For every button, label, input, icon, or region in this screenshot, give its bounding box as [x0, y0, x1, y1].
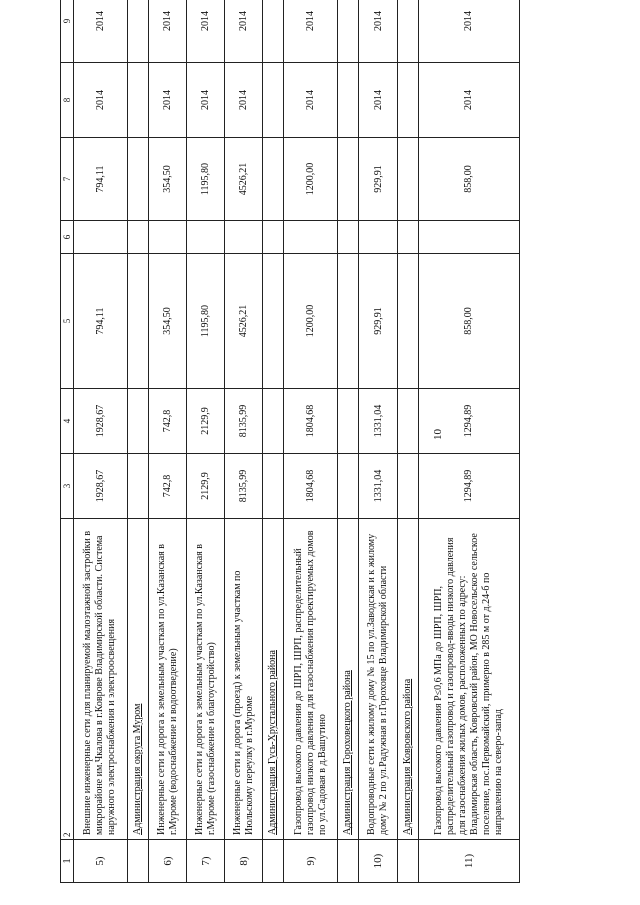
- row-value-c5: 1200,00: [284, 254, 338, 389]
- section-title-cell: [127, 519, 148, 840]
- row-value-c6: [187, 221, 225, 254]
- row-number: 8): [225, 840, 263, 883]
- row-value-c6: [74, 221, 128, 254]
- row-value-c8: 2014: [148, 63, 186, 138]
- row-number: 11): [418, 840, 519, 883]
- row-description: Инженерные сети и дорога (проезд) к земельным участкам по Июльскому переулку в г.Муроме: [225, 519, 263, 840]
- section-num-cell: [127, 840, 148, 883]
- section-empty-cell: [397, 221, 418, 254]
- row-description: Внешние инженерные сети для планируемой малоэтажной застройки в микрорайоне им.Чкалова в г.Коврове Владимирской области. Система наружного электроснабжения и электроосвещения: [74, 519, 128, 840]
- row-value-c8: 2014: [359, 63, 397, 138]
- section-empty-cell: [397, 138, 418, 221]
- table-row: [284, 0, 338, 883]
- row-value-c9: 2014: [187, 0, 225, 63]
- row-value-c4: 1804,68: [284, 389, 338, 454]
- section-empty-cell: [263, 221, 284, 254]
- row-value-c8: 2014: [284, 63, 338, 138]
- row-value-c7: 794,11: [74, 138, 128, 221]
- section-title: Администрация Ковровского района: [401, 678, 413, 835]
- section-empty-cell: [397, 254, 418, 389]
- row-description: Инженерные сети и дорога к земельным участкам по ул.Казанская в г.Муроме (водоснабжение и водоотведение): [148, 519, 186, 840]
- row-number: 6): [148, 840, 186, 883]
- table-row: [418, 0, 519, 883]
- row-value-c9: 2014: [284, 0, 338, 63]
- row-description: Инженерные сети и дорога к земельным участкам по ул.Казанская в г.Муроме (газоснабжение и благоустройство): [187, 519, 225, 840]
- section-empty-cell: [397, 0, 418, 63]
- data-table: [60, 0, 520, 883]
- section-header-row: [127, 0, 148, 883]
- section-header-row: [338, 0, 359, 883]
- row-value-c3: 1928,67: [74, 454, 128, 519]
- page-number: 10: [432, 429, 444, 440]
- row-description: Газопровод высокого давления до ШРП, ШРП, распределительный газопровод низкого давления для газоснабжения проектируемых домов по ул.Садовая в д.Вашутино: [284, 519, 338, 840]
- row-description: Газопровод высокого давления P≤0,6 МПа до ШРП, ШРП, распределительный газопровод и газопровод-вводы низкого давления для газоснабжения жилых домов, расположенных по адресу: Владимирская область, Ковровский район, МО Новосельское сельское поселение, пос.Первомайский, примерно в 285 м от д.24-б по направлению на северо-запад: [418, 519, 519, 840]
- section-empty-cell: [338, 254, 359, 389]
- row-value-c9: 2014: [74, 0, 128, 63]
- section-empty-cell: [263, 389, 284, 454]
- section-title: Администрация Гусь-Хрустального района: [267, 650, 279, 835]
- col-header-2: 2: [61, 519, 74, 840]
- section-empty-cell: [397, 389, 418, 454]
- row-value-c4: 1294,89: [418, 389, 519, 454]
- section-empty-cell: [127, 138, 148, 221]
- section-empty-cell: [338, 63, 359, 138]
- section-empty-cell: [338, 221, 359, 254]
- row-value-c7: 354,50: [148, 138, 186, 221]
- row-number: 5): [74, 840, 128, 883]
- row-value-c4: 8135,99: [225, 389, 263, 454]
- section-empty-cell: [263, 454, 284, 519]
- row-value-c4: 2129,9: [187, 389, 225, 454]
- table-row: [74, 0, 128, 883]
- table-row: [187, 0, 225, 883]
- section-empty-cell: [127, 454, 148, 519]
- section-empty-cell: [397, 454, 418, 519]
- section-empty-cell: [127, 389, 148, 454]
- section-num-cell: [397, 840, 418, 883]
- row-value-c5: 354,50: [148, 254, 186, 389]
- row-value-c6: [418, 221, 519, 254]
- row-value-c7: 929,91: [359, 138, 397, 221]
- section-empty-cell: [338, 389, 359, 454]
- row-value-c3: 1804,68: [284, 454, 338, 519]
- row-value-c4: 1331,04: [359, 389, 397, 454]
- row-value-c8: 2014: [225, 63, 263, 138]
- row-value-c5: 1195,80: [187, 254, 225, 389]
- section-empty-cell: [263, 0, 284, 63]
- row-value-c6: [148, 221, 186, 254]
- row-number: 7): [187, 840, 225, 883]
- col-header-5: 5: [61, 254, 74, 389]
- rotated-table-wrapper: [60, 11, 520, 883]
- row-value-c5: 4526,21: [225, 254, 263, 389]
- table-row: [359, 0, 397, 883]
- section-empty-cell: [397, 63, 418, 138]
- row-value-c7: 1200,00: [284, 138, 338, 221]
- section-empty-cell: [338, 138, 359, 221]
- col-header-3: 3: [61, 454, 74, 519]
- section-empty-cell: [127, 63, 148, 138]
- section-empty-cell: [263, 254, 284, 389]
- row-number: 9): [284, 840, 338, 883]
- section-empty-cell: [338, 0, 359, 63]
- col-header-4: 4: [61, 389, 74, 454]
- row-value-c3: 1331,04: [359, 454, 397, 519]
- row-value-c7: 858,00: [418, 138, 519, 221]
- section-empty-cell: [338, 454, 359, 519]
- row-value-c7: 4526,21: [225, 138, 263, 221]
- row-value-c9: 2014: [148, 0, 186, 63]
- row-value-c5: 929,91: [359, 254, 397, 389]
- row-value-c9: 2014: [359, 0, 397, 63]
- header-row: [61, 0, 74, 883]
- row-value-c5: 794,11: [74, 254, 128, 389]
- table-row: [225, 0, 263, 883]
- row-value-c7: 1195,80: [187, 138, 225, 221]
- row-number: 10): [359, 840, 397, 883]
- section-title-cell: [263, 519, 284, 840]
- section-empty-cell: [263, 63, 284, 138]
- col-header-8: 8: [61, 63, 74, 138]
- section-header-row: [263, 0, 284, 883]
- row-value-c3: 2129,9: [187, 454, 225, 519]
- row-value-c4: 1928,67: [74, 389, 128, 454]
- row-description: Водопроводные сети к жилому дому № 15 по ул.Заводская и к жилому дому № 2 по ул.Радужная в г.Гороховце Владимирской области: [359, 519, 397, 840]
- section-empty-cell: [127, 221, 148, 254]
- section-title: Администрация Гороховецкого района: [342, 670, 354, 835]
- table-body: [74, 0, 520, 883]
- row-value-c3: 8135,99: [225, 454, 263, 519]
- table-row: [148, 0, 186, 883]
- row-value-c6: [359, 221, 397, 254]
- section-empty-cell: [127, 0, 148, 63]
- section-num-cell: [263, 840, 284, 883]
- col-header-1: 1: [61, 840, 74, 883]
- row-value-c5: 858,00: [418, 254, 519, 389]
- section-title-cell: [338, 519, 359, 840]
- row-value-c9: 2014: [418, 0, 519, 63]
- row-value-c8: 2014: [187, 63, 225, 138]
- section-title-cell: [397, 519, 418, 840]
- row-value-c3: 1294,89: [418, 454, 519, 519]
- col-header-6: 6: [61, 221, 74, 254]
- row-value-c3: 742,8: [148, 454, 186, 519]
- row-value-c8: 2014: [74, 63, 128, 138]
- section-header-row: [397, 0, 418, 883]
- section-num-cell: [338, 840, 359, 883]
- col-header-9: 9: [61, 0, 74, 63]
- row-value-c9: 2014: [225, 0, 263, 63]
- section-title: Администрация округа Муром: [131, 703, 143, 835]
- row-value-c6: [284, 221, 338, 254]
- row-value-c6: [225, 221, 263, 254]
- section-empty-cell: [127, 254, 148, 389]
- row-value-c8: 2014: [418, 63, 519, 138]
- section-empty-cell: [263, 138, 284, 221]
- col-header-7: 7: [61, 138, 74, 221]
- row-value-c4: 742,8: [148, 389, 186, 454]
